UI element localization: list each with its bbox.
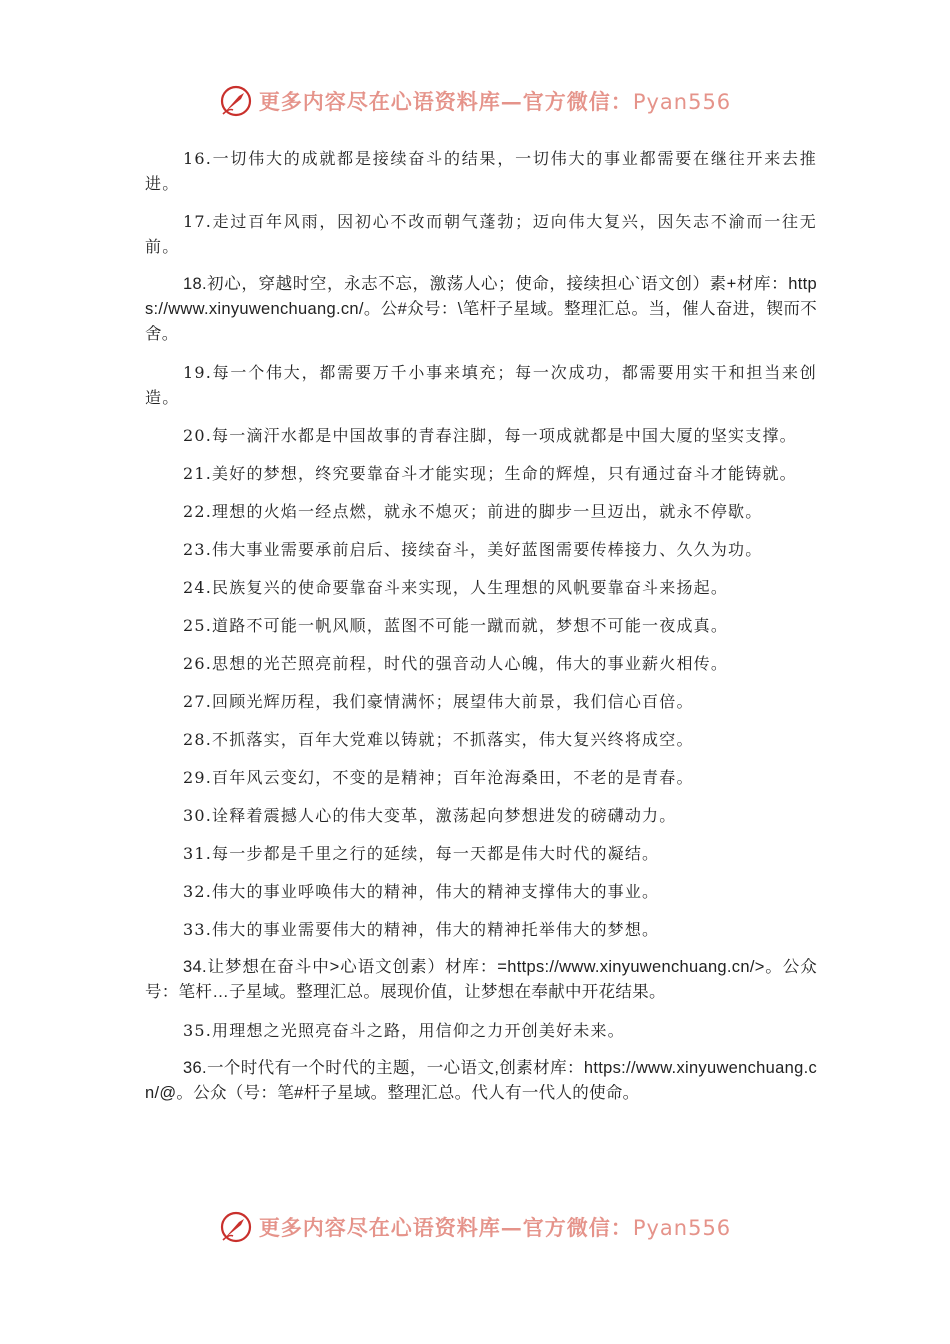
list-item: 30.诠释着震撼人心的伟大变革，激荡起向梦想进发的磅礴动力。 <box>183 806 677 825</box>
list-item: 23.伟大事业需要承前启后、接续奋斗，美好蓝图需要传棒接力、久久为功。 <box>183 540 763 559</box>
pen-nib-logo-icon <box>219 84 253 118</box>
list-item: 25.道路不可能一帆风顺，蓝图不可能一蹴而就，梦想不可能一夜成真。 <box>183 616 729 635</box>
list-item: 21.美好的梦想，终究要靠奋斗才能实现；生命的辉煌，只有通过奋斗才能铸就。 <box>183 464 797 483</box>
list-item: 36.一个时代有一个时代的主题，一心语文,创素材库：https://www.xinyuwenchuang.cn/@。公众（号：笔#杆子星域。整理汇总。代人有一代人的使命。 <box>145 1059 817 1102</box>
list-item: 33.伟大的事业需要伟大的精神，伟大的精神托举伟大的梦想。 <box>183 920 660 939</box>
list-item: 27.回顾光辉历程，我们豪情满怀；展望伟大前景，我们信心百倍。 <box>183 692 694 711</box>
list-item: 16.一切伟大的成就都是接续奋斗的结果，一切伟大的事业都需要在继往开来去推进。 <box>145 149 817 193</box>
list-item: 19.每一个伟大，都需要万千小事来填充；每一次成功，都需要用实干和担当来创造。 <box>145 363 817 407</box>
list-item: 34.让梦想在奋斗中>心语文创素）材库：=https://www.xinyuwenchuang.cn/>。公众号：笔杆…子星域。整理汇总。展现价值，让梦想在奉献中开花结果。 <box>145 958 817 1001</box>
list-item: 35.用理想之光照亮奋斗之路，用信仰之力开创美好未来。 <box>183 1021 625 1040</box>
watermark-text: 更多内容尽在心语资料库—官方微信：Pyan556 <box>258 89 732 114</box>
header-watermark <box>0 84 950 118</box>
list-item: 26.思想的光芒照亮前程，时代的强音动人心魄，伟大的事业薪火相传。 <box>183 654 729 673</box>
list-item: 31.每一步都是千里之行的延续，每一天都是伟大时代的凝结。 <box>183 844 660 863</box>
list-item: 18.初心，穿越时空，永志不忘，激荡人心；使命，接续担心`语文创）素+材库：https://www.xinyuwenchuang.cn/。公#众号：\笔杆子星域。整理汇总。当，催人奋进，锲而不舍。 <box>145 275 817 343</box>
list-item: 32.伟大的事业呼唤伟大的精神，伟大的精神支撑伟大的事业。 <box>183 882 660 901</box>
list-item: 22.理想的火焰一经点燃，就永不熄灭；前进的脚步一旦迈出，就永不停歇。 <box>183 502 763 521</box>
list-item: 28.不抓落实，百年大党难以铸就；不抓落实，伟大复兴终将成空。 <box>183 730 694 749</box>
list-item: 17.走过百年风雨，因初心不改而朝气蓬勃；迈向伟大复兴，因矢志不渝而一往无前。 <box>145 212 817 256</box>
list-item: 24.民族复兴的使命要靠奋斗来实现，人生理想的风帆要靠奋斗来扬起。 <box>183 578 729 597</box>
pen-nib-logo-icon <box>219 1210 253 1244</box>
document-body <box>145 146 817 1119</box>
list-item: 29.百年风云变幻，不变的是精神；百年沧海桑田，不老的是青春。 <box>183 768 694 787</box>
list-item: 20.每一滴汗水都是中国故事的青春注脚，每一项成就都是中国大厦的坚实支撑。 <box>183 426 797 445</box>
watermark-text: 更多内容尽在心语资料库—官方微信：Pyan556 <box>258 1215 732 1240</box>
footer-watermark <box>0 1210 950 1244</box>
